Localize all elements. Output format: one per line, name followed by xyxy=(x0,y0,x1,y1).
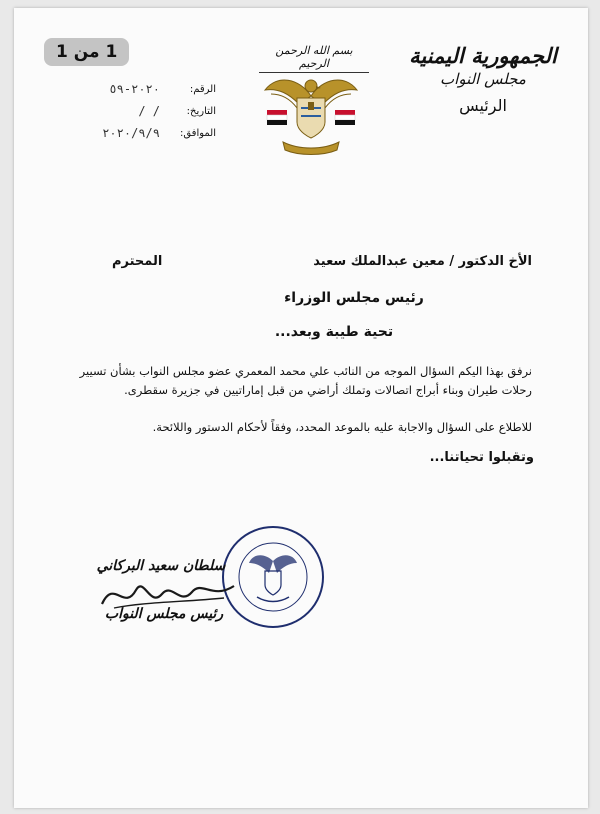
bismillah-heading: بسم الله الرحمن الرحيم xyxy=(259,44,369,73)
page-counter-badge: 1 من 1 xyxy=(44,38,129,66)
signatory-title: رئيس مجلس النواب xyxy=(104,606,224,622)
letterhead xyxy=(408,44,558,115)
letterhead-council: مجلس النواب xyxy=(440,70,526,88)
addressee-row xyxy=(112,254,532,269)
corresponding-label: الموافق: xyxy=(179,127,216,139)
letterhead-country: الجمهورية اليمنية xyxy=(409,44,557,68)
closing-line: وتقبلوا تحياتنا... xyxy=(429,450,534,465)
signatory-name: سلطان سعيد البركاني xyxy=(96,558,226,574)
letter-page xyxy=(14,8,588,808)
body-paragraph-2: للاطلاع على السؤال والاجابة عليه بالموعد المحدد، وفقاً لأحكام الدستور واللائحة. xyxy=(152,420,532,434)
corresponding-value: ٢٠٢٠/٩/٩ xyxy=(102,126,160,140)
body-paragraph-1: نرفق بهذا اليكم السؤال الموجه من النائب علي محمد المعمري عضو مجلس النواب بشأن تسيير رحلات طيران وبناء أبراج اتصالات وتملك أراضي من قبل إماراتيين في جزيرة سقطرى. xyxy=(79,364,532,397)
letterhead-president: الرئيس xyxy=(459,96,507,115)
date-label: التاريخ: xyxy=(186,105,216,117)
addressee-honorific: المحترم xyxy=(112,254,163,269)
addressee-name: الأخ الدكتور / معين عبدالملك سعيد xyxy=(313,254,532,269)
date-value: / / xyxy=(138,104,160,118)
addressee-title: رئيس مجلس الوزراء xyxy=(284,290,424,306)
meta-corresponding-row xyxy=(66,122,216,144)
document-meta xyxy=(66,78,216,144)
meta-date-row xyxy=(66,100,216,122)
ref-value: ٢٠٢٠-٥٩ xyxy=(109,82,160,96)
eagle-emblem-icon xyxy=(259,68,363,158)
greeting: تحية طيبة وبعد... xyxy=(274,324,394,340)
meta-ref-row xyxy=(66,78,216,100)
ref-label: الرقم: xyxy=(189,83,216,95)
